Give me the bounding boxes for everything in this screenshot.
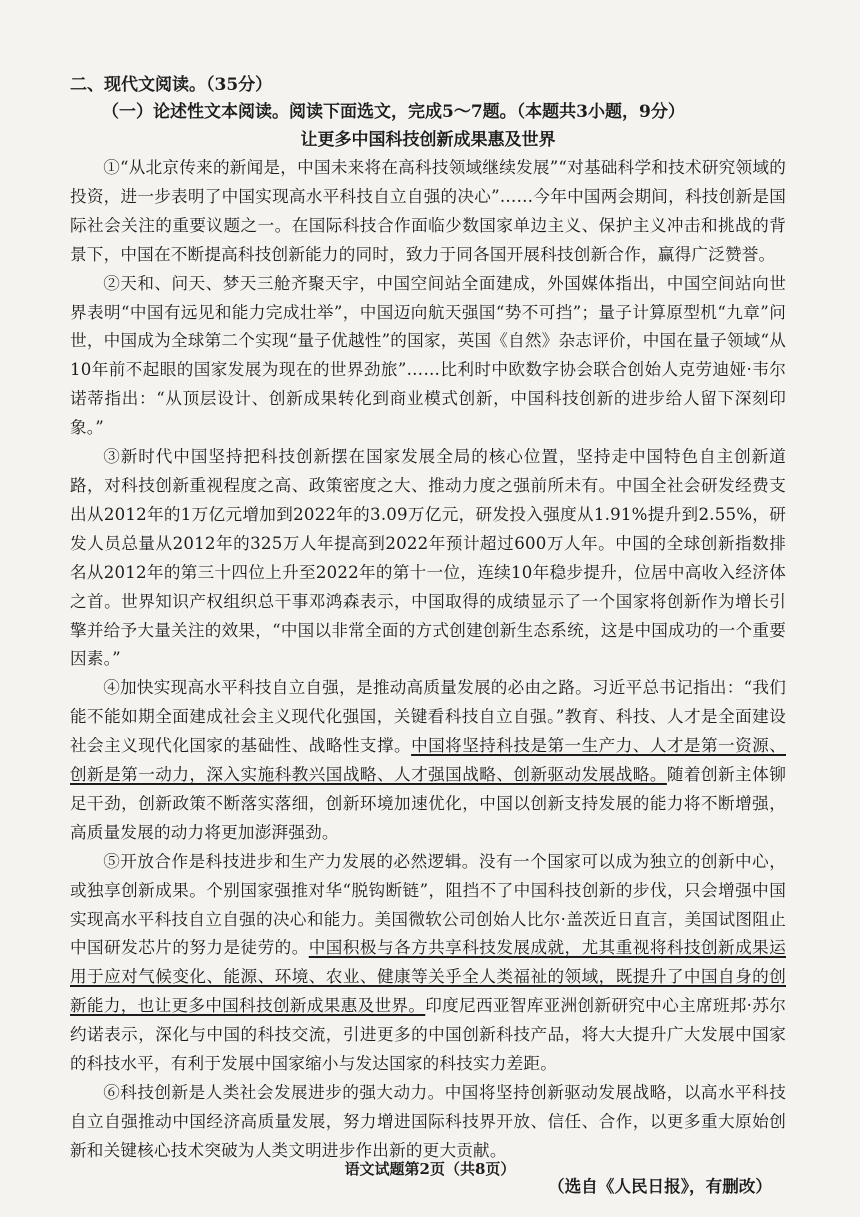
paragraph-4-text-start: ④加快实现高水平科技自立自强，是推动高质量发展的必由之路。习近平总书记指出：“我们能不能如期全面建成社会主义现代化强国，关键看科技自立自强。”教育、科技、人才是全面建设社会主义现代化国家的基础性、战略性支撑。 — [70, 678, 786, 756]
page-footer: 语文试题第2页（共8页） — [344, 1160, 516, 1178]
paragraph-4-text-end: 随着创新主体铆足干劲，创新政策不断落实落细，创新环境加速优化，中国以创新支持发展的能力将不断增强，高质量发展的动力将更加澎湃强劲。 — [70, 765, 787, 842]
paragraph-2 — [70, 270, 786, 443]
paragraph-1-text: ①“从北京传来的新闻是，中国未来将在高科技领域继续发展”“对基础科学和技术研究领域的投资，进一步表明了中国实现高水平科技自立自强的决心”……今年中国两会期间，科技创新是国际社会关注的重要议题之一。在国际科技合作面临少数国家单边主义、保护主义冲击和挑战的背景下，中国在不断提高科技创新能力的同时，致力于同各国开展科技创新合作，赢得广泛赞誉。 — [70, 158, 786, 264]
paragraph-3 — [70, 443, 786, 674]
paragraph-4 — [70, 674, 786, 847]
paragraph-4-underlined-text: 中国将坚持科技是第一生产力、人才是第一资源、创新是第一动力，深入实施科教兴国战略、人才强国战略、创新驱动发展战略。 — [70, 736, 786, 785]
article-title: 让更多中国科技创新成果惠及世界 — [300, 130, 556, 150]
paragraph-5 — [70, 848, 786, 1079]
paragraph-6-text: ⑥科技创新是人类社会发展进步的强大动力。中国将坚持创新驱动发展战略，以高水平科技自立自强推动中国经济高质量发展，努力增进国际科技界开放、信任、合作，以更多重大原始创新和关键核心技术突破为人类文明进步作出新的更大贡献。 — [70, 1083, 786, 1160]
article-source: （选自《人民日报》，有删改） — [547, 1175, 772, 1196]
paragraph-5-underlined-text: 中国积极与各方共享科技发展成就，尤其重视将科技创新成果运用于应对气候变化、能源、环境、农业、健康等关乎全人类福祉的领域，既提升了中国自身的创新能力，也让更多中国科技创新成果惠及世界。 — [70, 938, 786, 1016]
exam-page — [70, 72, 786, 1201]
section-title: 二、现代文阅读。（35分） — [70, 75, 273, 95]
paragraph-5-text-start: ⑤开放合作是科技进步和生产力发展的必然逻辑。没有一个国家可以成为独立的创新中心，或独享创新成果。个别国家强推对华“脱钩断链”，阻挡不了中国科技创新的步伐，只会增强中国实现高水平科技自立自强的决心和能力。美国微软公司创始人比尔·盖茨近日直言，美国试图阻止中国研发芯片的努力是徒劳的。 — [70, 851, 786, 958]
paragraph-6 — [70, 1079, 786, 1166]
paragraph-2-text: ②天和、问天、梦天三舱齐聚天宇，中国空间站全面建成，外国媒体指出，中国空间站向世界表明“中国有远见和能力完成壮举”，中国迈向航天强国“势不可挡”；量子计算原型机“九章”问世，中国成为全球第二个实现“量子优越性”的国家，英国《自然》杂志评价，中国在量子领域“从10年前不起眼的国家发展为现在的世界劲旅”……比利时中欧数字协会联合创始人克劳迪娅·韦尔诺蒂指出：“从顶层设计、创新成果转化到商业模式创新，中国科技创新的进步给人留下深刻印象。” — [70, 273, 786, 438]
paragraph-5-text-end: 印度尼西亚智库亚洲创新研究中心主席班邦·苏尔约诺表示，深化与中国的科技交流，引进更多的中国创新科技产品，将大大提升广大发展中国家的科技水平，有利于发展中国家缩小与发达国家的科技实力差距。 — [70, 996, 786, 1074]
paragraph-1 — [70, 154, 786, 270]
subsection-title: （一）论述性文本阅读。阅读下面选文，完成5～7题。（本题共3小题，9分） — [102, 102, 685, 122]
paragraph-3-text: ③新时代中国坚持把科技创新摆在国家发展全局的核心位置，坚持走中国特色自主创新道路，对科技创新重视程度之高、政策密度之大、推动力度之强前所未有。中国全社会研发经费支出从2012年的1万亿元增加到2022年的3.09万亿元，研发投入强度从1.91%提升到2.55%，研发人员总量从2012年的325万人年提高到2022年预计超过600万人年。中国的全球创新指数排名从2012年的第三十四位上升至2022年的第十一位，连续10年稳步提升，位居中高收入经济体之首。世界知识产权组织总干事邓鸿森表示，中国取得的成绩显示了一个国家将创新作为增长引擎并给予大量关注的效果，“中国以非常全面的方式创建创新生态系统，这是中国成功的一个重要因素。” — [70, 447, 786, 669]
